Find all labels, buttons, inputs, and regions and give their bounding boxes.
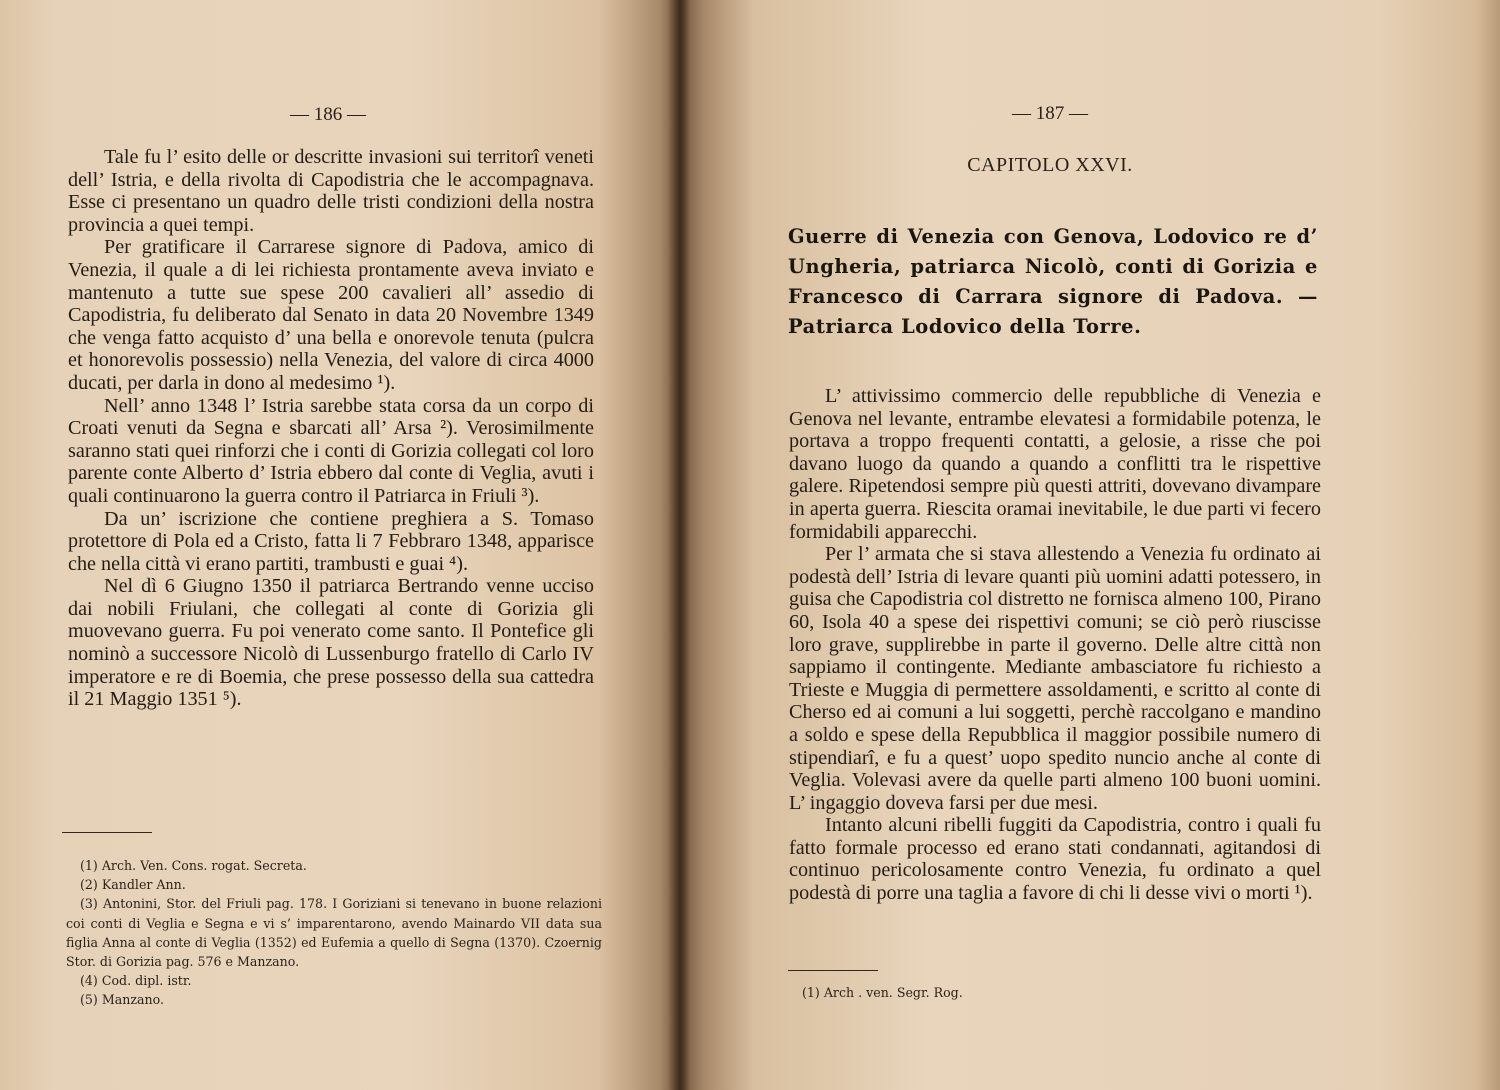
paragraph: Nell’ anno 1348 l’ Istria sarebbe stata corsa da un corpo di Croati venuti da Segna e sbarcati all’ Arsa ²). Verosimilmente saranno stati quei rinforzi che i conti di Gorizia collegati col loro parente conte Alberto d’ Istria ebbero dal conte di Veglia, avuti i quali continuarono la guerra contro il Patriarca in Friuli ³). <box>68 394 594 507</box>
footnote: (1) Arch . ven. Segr. Rog. <box>802 985 963 1000</box>
footnote: (1) Arch. Ven. Cons. rogat. Secreta. <box>80 858 307 873</box>
left-page <box>0 0 680 1090</box>
body-text <box>789 385 1321 905</box>
chapter-heading: CAPITOLO XXVI. <box>967 154 1133 176</box>
paragraph: L’ attivissimo commercio delle repubbliche di Venezia e Genova nel levante, entrambe elevatesi a formidabile potenza, le portava a troppo frequenti contatti, a gelosie, a risse che poi davano luogo da quando a quando a conflitti tra le rispettive galere. Ripetendosi sempre più questi attriti, dovevano divampare in aperta guerra. Riescita oramai inevitabile, le due parti vi fecero formidabili apparecchi. <box>789 385 1321 543</box>
paragraph: Tale fu l’ esito delle or descritte invasioni sui territorî veneti dell’ Istria, e della rivolta di Capodistria che le accompagnava. Esse ci presentano un quadro delle tristi condizioni della nostra provincia a quei tempi. <box>68 146 594 236</box>
right-page <box>680 0 1500 1090</box>
page-number: — 187 — <box>1012 103 1088 124</box>
footnote: (5) Manzano. <box>80 992 164 1008</box>
footnote: (2) Kandler Ann. <box>80 877 186 893</box>
chapter-title: Guerre di Venezia con Genova, Lodovico re d’ Ungheria, patriarca Nicolò, conti di Gorizia e Francesco di Carrara signore di Padova. — Patriarca Lodovico della Torre. <box>788 225 1318 338</box>
body-text <box>68 146 594 711</box>
footnote-rule <box>788 970 878 971</box>
paragraph: Intanto alcuni ribelli fuggiti da Capodistria, contro i quali fu fatto formale processo ed erano stati condannati, agitandosi di continuo pericolosamente contro Venezia, fu ordinato a quel podestà di porre una taglia a favore di chi li desse vivi o morti ¹). <box>789 814 1321 905</box>
footnote: (4) Cod. dipl. istr. <box>80 973 192 989</box>
paragraph: Nel dì 6 Giugno 1350 il patriarca Bertrando venne ucciso dai nobili Friulani, che collegati al conte di Gorizia gli muovevano guerra. Fu poi venerato come santo. Il Pontefice gli nominò a successore Nicolò di Lussenburgo fratello di Carlo IV imperatore e re di Boemia, che prese possesso della sua cattedra il 21 Maggio 1351 ⁵). <box>68 575 594 711</box>
paragraph: Da un’ iscrizione che contiene preghiera a S. Tomaso protettore di Pola ed a Cristo, fatta li 7 Febbraro 1348, apparisce che nella città vi erano partiti, trambusti e guai ⁴). <box>68 507 594 575</box>
page-number: — 186 — <box>290 104 366 125</box>
paragraph: Per gratificare il Carrarese signore di Padova, amico di Venezia, il quale a di lei richiesta prontamente aveva inviato e mantenuto a tutte sue spese 200 cavalieri all’ assedio di Capodistria, fu deliberato dal Senato in data 20 Novembre 1349 che venga fatto acquisto d’ una bella e onorevole tenuta (pulcra et honorevolis possessio) nella Venezia, del valore di circa 4000 ducati, per darla in dono al medesimo ¹). <box>68 236 594 394</box>
paragraph: Per l’ armata che si stava allestendo a Venezia fu ordinato ai podestà dell’ Istria di levare quanti più uomini adatti potessero, in guisa che Capodistria col distretto ne fornisca almeno 100, Pirano 60, Isola 40 a spese dei rispettivi comuni; se ciò però riuscisse loro grave, supplirebbe in parte il governo. Delle altre città non sappiamo il contingente. Mediante ambasciatore fu richiesto a Trieste e Muggia di permettere assoldamenti, e scritto al conte di Cherso ed ai comuni a lui soggetti, perchè raccolgano e mandino a soldo e spese della Repubblica il maggior possibile numero di stipendiarî, e fu a quest’ uopo spedito nuncio anche al conte di Veglia. Volevasi avere da quelle parti almeno 100 buoni uomini. L’ ingaggio doveva farsi per due mesi. <box>789 543 1321 814</box>
footnotes <box>66 856 602 1010</box>
footnote-rule <box>62 832 152 833</box>
book-gutter <box>668 0 690 1090</box>
footnotes <box>788 983 1308 1002</box>
footnote: (3) Antonini, Stor. del Friuli pag. 178. I Goriziani si tenevano in buone relazioni coi conti di Veglia e Segna e vi s’ imparentarono, avendo Mainardo VII data sua figlia Anna al conte di Veglia (1352) ed Eufemia a quello di Segna (1370). Czoernig Stor. di Gorizia pag. 576 e Manzano. <box>66 896 602 970</box>
